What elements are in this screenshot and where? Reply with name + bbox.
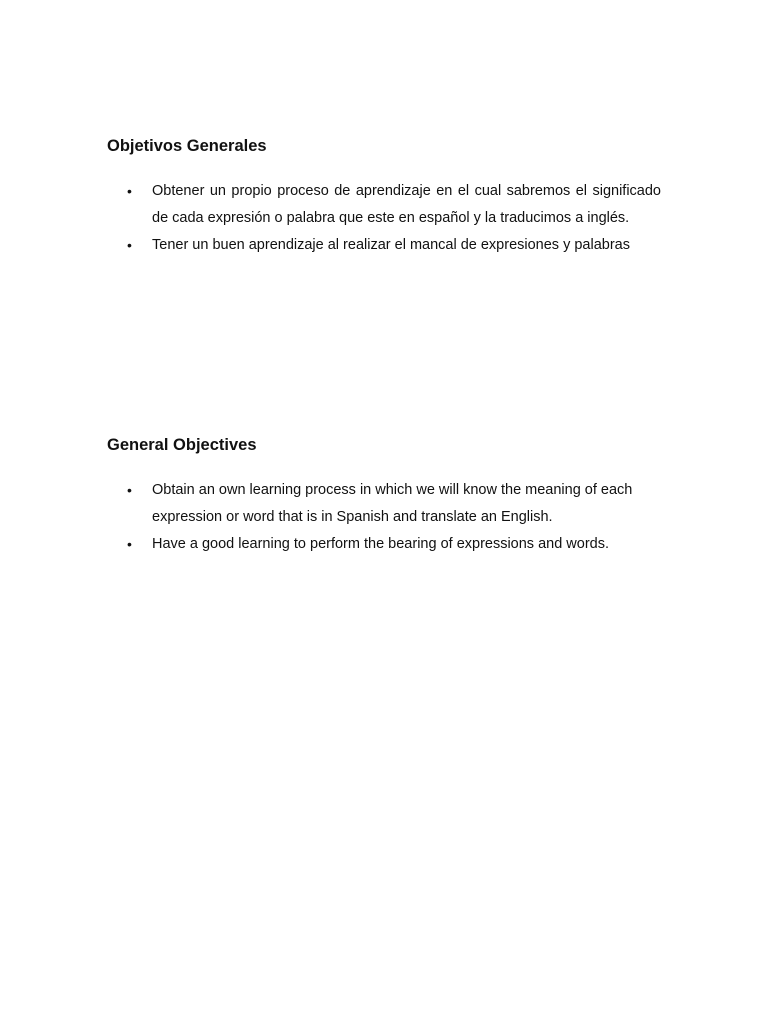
list-item-text: Have a good learning to perform the bearing of expressions and words. <box>152 536 610 552</box>
bullet-icon: • <box>127 183 132 199</box>
section-objetivos-generales <box>107 135 661 260</box>
bullet-list <box>107 477 661 558</box>
bullet-icon: • <box>127 237 132 253</box>
list-item-text: Obtain an own learning process in which we will know the meaning of each expression or word that is in Spanish and translate an English. <box>152 482 633 525</box>
list-item <box>107 178 661 231</box>
bullet-icon: • <box>127 482 132 498</box>
list-item-text: Obtener un propio proceso de aprendizaje en el cual sabremos el significado de cada expresión o palabra que este en español y la traducimos a inglés. <box>152 183 661 226</box>
bullet-icon: • <box>127 536 132 552</box>
section-heading: General Objectives <box>107 436 257 454</box>
list-item <box>107 232 661 259</box>
bullet-list <box>107 178 661 259</box>
list-item <box>107 531 661 558</box>
list-item-text: Tener un buen aprendizaje al realizar el mancal de expresiones y palabras <box>152 237 630 253</box>
list-item <box>107 477 661 530</box>
section-general-objectives <box>107 434 661 559</box>
section-heading: Objetivos Generales <box>107 137 267 155</box>
